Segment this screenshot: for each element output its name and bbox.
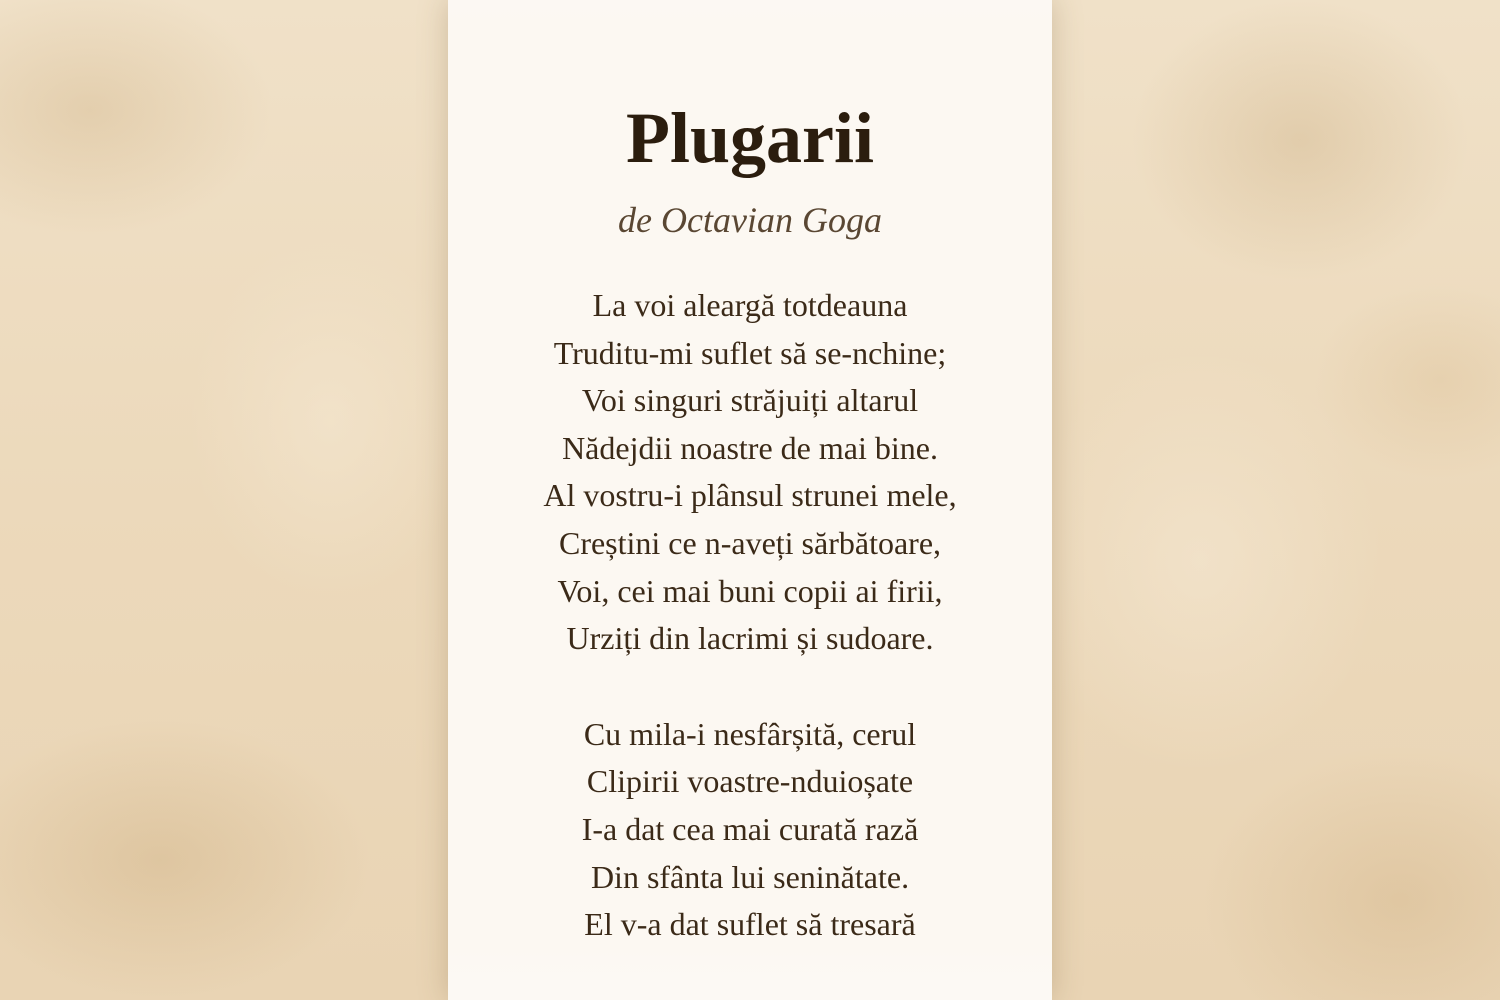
verse-line: Al vostru-i plânsul strunei mele, [543, 477, 957, 514]
verse-line: Cu mila-i nesfârșită, cerul [583, 715, 917, 752]
bottom-fade [448, 942, 1052, 1000]
stanza-1 [448, 282, 1052, 663]
verse-line: Voi singuri străjuiți altarul [581, 382, 919, 419]
verse-line: Urziți din lacrimi și sudoare. [566, 620, 934, 657]
verse-line: Voi, cei mai buni copii ai firii, [557, 572, 943, 609]
verse-line: Din sfânta lui seninătate. [590, 858, 910, 895]
verse-line: Creștini ce n-aveți sărbătoare, [558, 524, 942, 561]
poem-author: de Octavian Goga [618, 200, 882, 240]
poem-body [448, 282, 1052, 997]
verse-line: El v-a dat suflet să tresară [584, 906, 916, 943]
verse-line: Clipirii voastre-nduioșate [586, 763, 914, 800]
verse-line: Nădejdii noastre de mai bine. [562, 429, 938, 466]
verse-line: La voi aleargă totdeauna [592, 287, 908, 323]
poem-title: Plugarii [626, 98, 874, 178]
verse-line: I-a dat cea mai curată rază [581, 810, 919, 847]
verse-line: Truditu-mi suflet să se-nchine; [553, 334, 947, 371]
stanza-2 [448, 711, 1052, 949]
poem-page [448, 0, 1052, 1000]
